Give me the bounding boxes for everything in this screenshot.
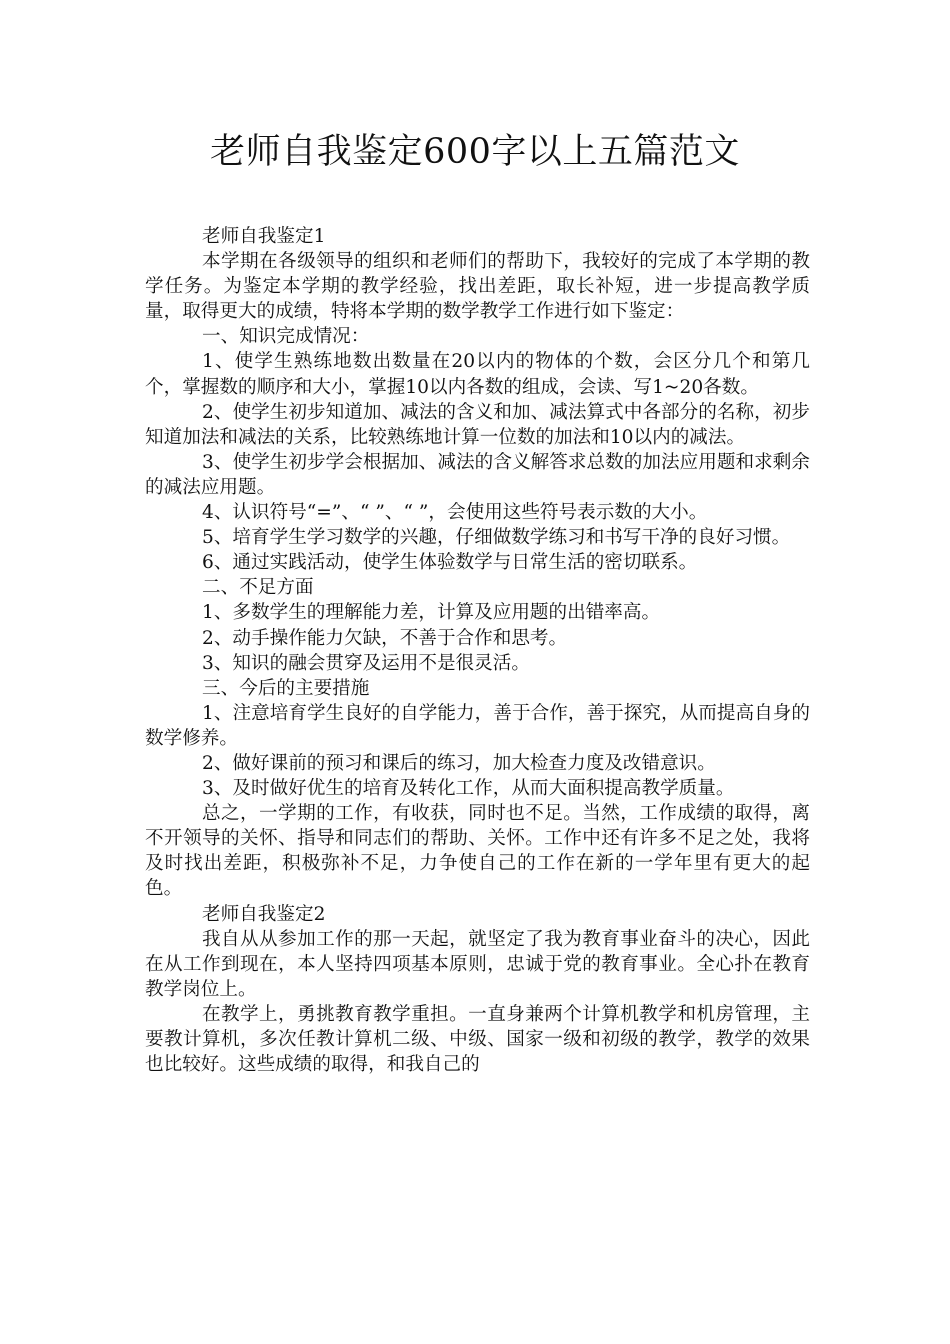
list-item-shortcoming-2: 2、动手操作能力欠缺，不善于合作和思考。 (202, 627, 568, 649)
list-item-knowledge-5: 5、培育学生学习数学的兴趣，仔细做数学练习和书写干净的良好习惯。 (202, 527, 791, 549)
list-item-measure-3: 3、及时做好优生的培育及转化工作，从而大面积提高教学质量。 (202, 778, 735, 800)
document-title: 老师自我鉴定600字以上五篇范文 (210, 132, 740, 172)
list-item-shortcoming-1: 1、多数学生的理解能力差，计算及应用题的出错率高。 (202, 602, 661, 624)
subheading-shortcomings: 二、不足方面 (202, 577, 314, 599)
list-item-measure-1: 1、注意培育学生良好的自学能力，善于合作，善于探究，从而提高自身的数学修养。 (145, 702, 810, 749)
list-item-measure-2: 2、做好课前的预习和课后的练习，加大检查力度及改错意识。 (202, 752, 716, 774)
section-heading-2: 老师自我鉴定2 (202, 903, 326, 925)
subheading-measures: 三、今后的主要措施 (202, 677, 370, 699)
subheading-knowledge: 一、知识完成情况： (202, 326, 370, 348)
list-item-shortcoming-3: 3、知识的融会贯穿及运用不是很灵活。 (202, 652, 530, 674)
paragraph-intro: 本学期在各级领导的组织和老师们的帮助下，我较好的完成了本学期的教学任务。为鉴定本学期的教学经验，找出差距，取长补短，进一步提高教学质量，取得更大的成绩，特将本学期的数学教学工作进行如下鉴定： (145, 251, 810, 323)
list-item-knowledge-4: 4、认识符号“=”、“ ”、“ ”，会使用这些符号表示数的大小。 (202, 502, 708, 524)
list-item-knowledge-1: 1、使学生熟练地数出数量在20以内的物体的个数，会区分几个和第几个，掌握数的顺序和大小，掌握10以内各数的组成，会读、写1~20各数。 (145, 351, 810, 398)
paragraph-section2-intro: 我自从从参加工作的那一天起，就坚定了我为教育事业奋斗的决心，因此在从工作到现在，本人坚持四项基本原则，忠诚于党的教育事业。全心扑在教育教学岗位上。 (145, 928, 810, 1000)
list-item-knowledge-6: 6、通过实践活动，使学生体验数学与日常生活的密切联系。 (202, 552, 698, 574)
section-heading-1: 老师自我鉴定1 (202, 226, 326, 247)
list-item-knowledge-2: 2、使学生初步知道加、减法的含义和加、减法算式中各部分的名称，初步知道加法和减法的关系，比较熟练地计算一位数的加法和10以内的减法。 (145, 401, 810, 448)
paragraph-summary: 总之，一学期的工作，有收获，同时也不足。当然，工作成绩的取得，离不开领导的关怀、指导和同志们的帮助、关怀。工作中还有许多不足之处，我将及时找出差距，积极弥补不足，力争使自己的工作在新的一学年里有更大的起色。 (145, 803, 810, 900)
paragraph-section2-teaching: 在教学上，勇挑教育教学重担。一直身兼两个计算机教学和机房管理，主要教计算机，多次任教计算机二级、中级、国家一级和初级的教学，教学的效果也比较好。这些成绩的取得，和我自己的 (145, 1003, 810, 1076)
document-body (145, 224, 810, 1077)
list-item-knowledge-3: 3、使学生初步学会根据加、减法的含义解答求总数的加法应用题和求剩余的减法应用题。 (145, 451, 810, 498)
